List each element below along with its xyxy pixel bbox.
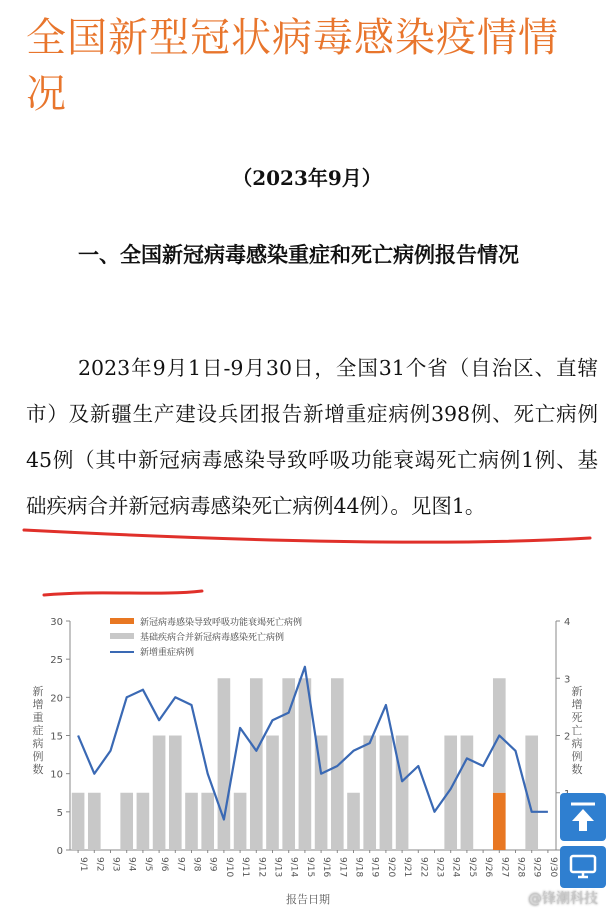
x-tick-label: 9/19 <box>369 857 380 878</box>
chart-figure <box>18 605 598 917</box>
bar-comorbidity <box>444 736 457 851</box>
section-heading: 一、全国新冠病毒感染重症和死亡病例报告情况 <box>78 243 519 267</box>
y-axis-title-left-char: 增 <box>32 698 44 711</box>
watermark: @锋潮科技 <box>528 891 598 907</box>
legend-swatch-orange <box>110 618 134 624</box>
bar-comorbidity <box>137 793 150 850</box>
bar-comorbidity <box>72 793 85 850</box>
y-tick-label-right: 4 <box>564 617 571 628</box>
y-axis-title-right-char: 增 <box>571 698 583 711</box>
y-tick-label-left: 5 <box>56 807 63 819</box>
bar-respiratory <box>493 793 506 850</box>
x-tick-label: 9/30 <box>547 857 558 878</box>
x-tick-label: 9/21 <box>402 857 413 878</box>
bar-comorbidity <box>380 736 393 851</box>
x-tick-label: 9/4 <box>126 857 137 872</box>
x-tick-label: 9/29 <box>531 857 542 878</box>
monitor-icon <box>569 854 597 880</box>
bar-comorbidity <box>120 793 133 850</box>
x-tick-label: 9/15 <box>304 857 315 878</box>
bar-comorbidity <box>201 793 214 850</box>
x-tick-label: 9/9 <box>207 857 218 872</box>
x-tick-label: 9/16 <box>321 857 332 878</box>
x-tick-label: 9/17 <box>337 857 348 878</box>
y-axis-title-right-char: 新 <box>571 685 583 698</box>
x-tick-label: 9/22 <box>418 857 429 878</box>
x-tick-label: 9/1 <box>78 857 89 872</box>
bar-comorbidity <box>315 736 328 851</box>
y-axis-title-left-char: 新 <box>32 685 44 698</box>
bar-comorbidity <box>331 678 344 850</box>
x-tick-label: 9/3 <box>110 857 121 872</box>
chart-svg <box>18 605 598 917</box>
y-axis-title-left-char: 例 <box>32 750 44 763</box>
y-tick-label-left: 25 <box>50 655 63 667</box>
y-tick-label-left: 30 <box>50 617 63 628</box>
x-tick-label: 9/6 <box>159 857 170 872</box>
y-tick-label-left: 20 <box>50 693 63 705</box>
y-axis-title-right-char: 病 <box>571 737 583 750</box>
y-tick-label-left: 10 <box>50 769 63 781</box>
x-tick-label: 9/24 <box>450 857 461 878</box>
bar-comorbidity <box>363 736 376 851</box>
bar-comorbidity <box>266 736 279 851</box>
bar-comorbidity <box>234 793 247 850</box>
screen-button[interactable] <box>560 846 606 888</box>
y-tick-label-left: 0 <box>56 846 63 857</box>
x-tick-label: 9/2 <box>94 857 105 872</box>
body-paragraph: 2023年9月1日-9月30日，全国31个省（自治区、直辖市）及新疆生产建设兵团报告新增重症病例398例、死亡病例45例（其中新冠病毒感染导致呼吸功能衰竭死亡病例1例、基础疾病合并新冠病毒感染死亡病例44例）。见图1。 <box>26 356 598 518</box>
y-axis-title-left-char: 数 <box>32 763 44 776</box>
y-axis-title-right-char: 死 <box>571 711 583 724</box>
y-axis-title-right-char: 亡 <box>571 724 583 737</box>
x-tick-label: 9/18 <box>353 857 364 878</box>
bar-comorbidity <box>153 736 166 851</box>
bar-comorbidity <box>461 736 474 851</box>
legend-label-respiratory: 新冠病毒感染导致呼吸功能衰竭死亡病例 <box>140 618 303 628</box>
plot-area <box>33 617 583 877</box>
x-tick-label: 9/27 <box>499 857 510 878</box>
x-tick-label: 9/12 <box>256 857 267 878</box>
y-axis-title-left <box>33 685 44 776</box>
x-tick-label: 9/7 <box>175 857 186 872</box>
x-tick-label: 9/20 <box>385 857 396 878</box>
legend-label-comorbidity: 基础疾病合并新冠病毒感染死亡病例 <box>140 633 285 643</box>
x-tick-label: 9/5 <box>142 857 153 872</box>
bar-comorbidity <box>282 678 295 850</box>
bar-comorbidity <box>396 736 409 851</box>
x-tick-label: 9/23 <box>434 857 445 878</box>
y-axis-title-left-char: 病 <box>32 737 44 750</box>
y-tick-label-left: 15 <box>50 731 63 743</box>
x-tick-label: 9/25 <box>466 857 477 878</box>
x-tick-label: 9/13 <box>272 857 283 878</box>
x-tick-label: 9/14 <box>288 857 299 878</box>
x-tick-label: 9/26 <box>483 857 494 878</box>
x-tick-label: 9/8 <box>191 857 202 872</box>
arrow-up-icon <box>568 801 598 833</box>
x-tick-label: 9/11 <box>240 857 251 878</box>
report-date: （2023年9月） <box>232 166 382 190</box>
scroll-top-button[interactable] <box>560 793 606 841</box>
y-axis-title-right-char: 例 <box>571 750 583 763</box>
y-axis-title-left-char: 症 <box>32 724 44 737</box>
bar-comorbidity <box>250 678 263 850</box>
bar-comorbidity <box>299 678 312 850</box>
bar-comorbidity <box>218 678 231 850</box>
x-tick-label: 9/28 <box>515 857 526 878</box>
bar-comorbidity <box>88 793 101 850</box>
bar-comorbidity <box>169 736 182 851</box>
y-tick-label-right: 2 <box>564 731 571 743</box>
y-tick-label-right: 3 <box>564 674 571 686</box>
legend-label-severe: 新增重症病例 <box>140 648 195 658</box>
x-axis-title: 报告日期 <box>286 893 330 906</box>
page-title: 全国新型冠状病毒感染疫情情况 <box>26 15 559 117</box>
y-axis-title-right-char: 数 <box>571 763 583 776</box>
y-axis-title-left-char: 重 <box>32 711 44 724</box>
chart-legend <box>110 616 302 658</box>
bar-comorbidity <box>185 793 198 850</box>
legend-swatch-gray <box>110 633 134 639</box>
bar-comorbidity <box>347 793 360 850</box>
x-tick-label: 9/10 <box>223 857 234 878</box>
y-axis-title-right <box>572 685 583 776</box>
